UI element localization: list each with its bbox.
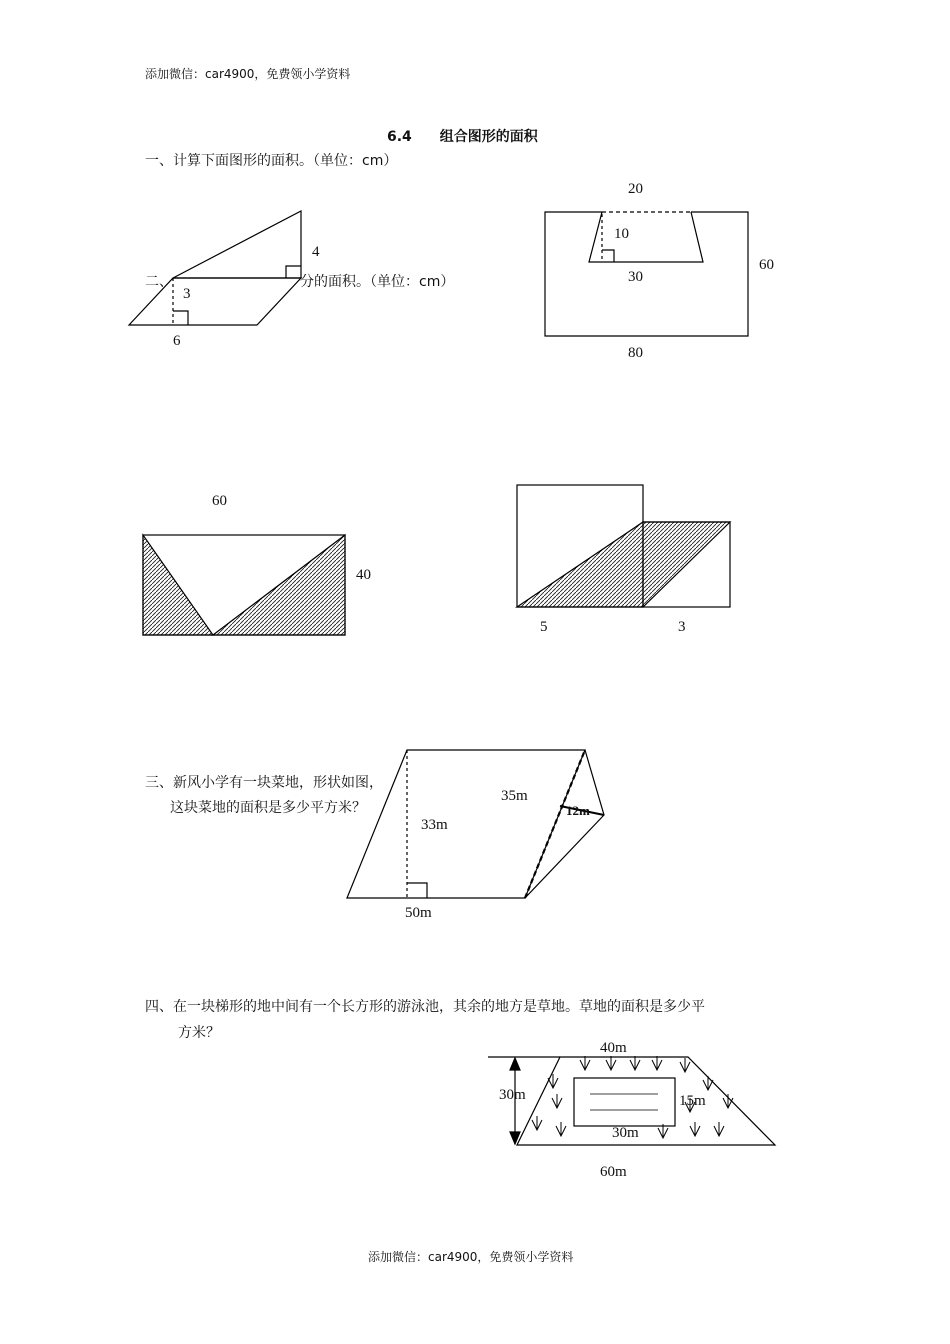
question-3-line-2: 这块菜地的面积是多少平方米？	[170, 800, 366, 816]
question-4-line-1: 四、在一块梯形的地中间有一个长方形的游泳池，其余的地方是草地。草地的面积是多少平	[145, 999, 705, 1015]
q1-figure-triangle-parallelogram	[129, 211, 301, 325]
page-header: 添加微信：car4900，免费领小学资料	[145, 67, 351, 81]
q4-label-pool-width: 30m	[612, 1125, 639, 1141]
q3-label-side: 35m	[501, 788, 528, 804]
question-1-text: 一、计算下面图形的面积。（单位：cm）	[145, 153, 398, 169]
q2a-label-top: 60	[212, 493, 227, 509]
q2-figure-squares-shaded	[517, 485, 730, 607]
q2b-label-left: 5	[540, 619, 548, 635]
q1a-label-height-right: 4	[312, 244, 320, 260]
q1b-label-depth: 10	[614, 226, 629, 242]
q3-label-base: 50m	[405, 905, 432, 921]
q1b-label-bottom: 30	[628, 269, 643, 285]
q2-figure-rectangle-shaded	[143, 535, 345, 635]
page-title: 6.4 组合图形的面积	[387, 129, 538, 145]
question-2-text-left: 二、	[145, 274, 173, 290]
q2b-label-right: 3	[678, 619, 686, 635]
q1a-label-height-left: 3	[183, 286, 191, 302]
q4-label-pool-height: 15m	[679, 1093, 706, 1109]
question-2-text-right: 分的面积。（单位：cm）	[300, 274, 455, 290]
q1b-label-base: 80	[628, 345, 643, 361]
q3-figure-vegetable-plot	[347, 750, 604, 898]
q1b-label-right: 60	[759, 257, 774, 273]
q4-label-base: 60m	[600, 1164, 627, 1180]
q3-label-diagonal: 12m	[566, 803, 590, 818]
page-footer: 添加微信：car4900，免费领小学资料	[368, 1250, 574, 1264]
question-3-line-1: 三、新风小学有一块菜地，形状如图，	[145, 775, 383, 791]
q1-figure-rectangle-notch	[545, 212, 748, 336]
q4-label-top: 40m	[600, 1040, 627, 1056]
question-4-line-2: 方米？	[178, 1025, 220, 1041]
q4-label-height: 30m	[499, 1087, 526, 1103]
q3-label-height: 33m	[421, 817, 448, 833]
q1a-label-base: 6	[173, 333, 181, 349]
q1b-label-top: 20	[628, 181, 643, 197]
q2a-label-right: 40	[356, 567, 371, 583]
